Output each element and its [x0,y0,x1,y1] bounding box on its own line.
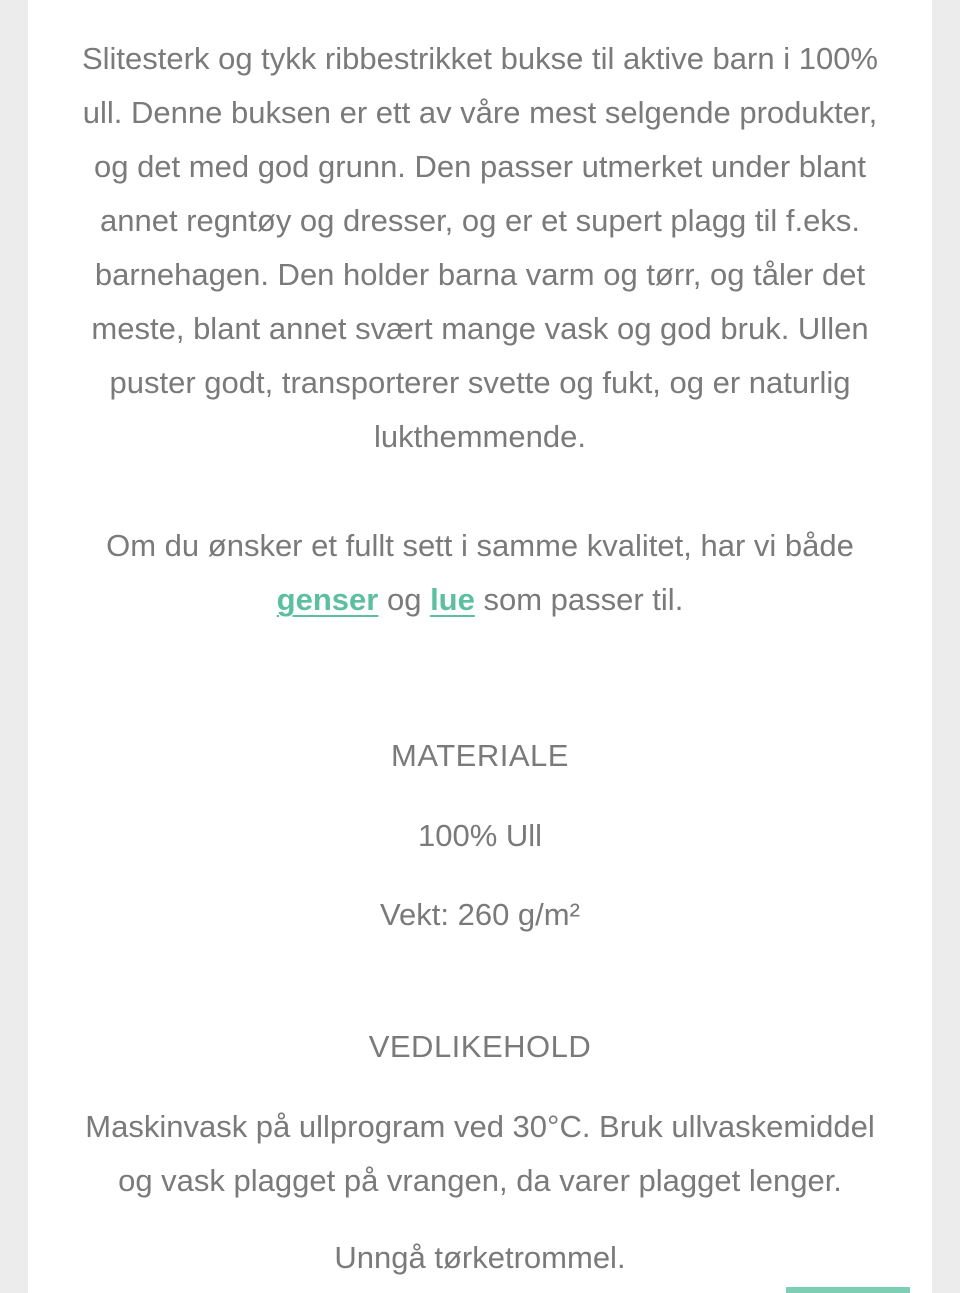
product-page [28,0,932,1293]
material-composition: 100% Ull [417,818,543,853]
matching-set-paragraph [74,519,886,627]
sweater-link[interactable]: genser [276,582,379,617]
add-to-cart-button-edge[interactable] [786,1287,910,1293]
hat-link[interactable]: lue [430,582,475,617]
dryer-note: Unngå tørketrommel. [334,1240,626,1275]
matching-set-text-before: Om du ønsker et fullt sett i samme kvalitet, har vi både [106,528,854,563]
description-paragraph: Slitesterk og tykk ribbestrikket bukse til aktive barn i 100% ull. Denne buksen er ett av våre mest selgende produkter, og det med god grunn. Den passer utmerket under blant annet regntøy og dresser, og er et supert plagg til f.eks. barnehagen. Den holder barna varm og tørr, og tåler det meste, blant annet svært mange vask og god bruk. Ullen puster godt, transporterer svette og fukt, og er naturlig lukthemmende. [81,41,878,454]
care-instructions: Maskinvask på ullprogram ved 30°C. Bruk ullvaskemiddel og vask plagget på vrangen, da varer plagget lenger. [85,1109,875,1198]
material-weight: Vekt: 260 g/m² [380,897,580,932]
matching-set-text-middle: og [378,582,431,617]
matching-set-text-after: som passer til. [474,582,684,617]
care-heading: VEDLIKEHOLD [368,1029,592,1064]
material-heading: MATERIALE [391,738,569,773]
